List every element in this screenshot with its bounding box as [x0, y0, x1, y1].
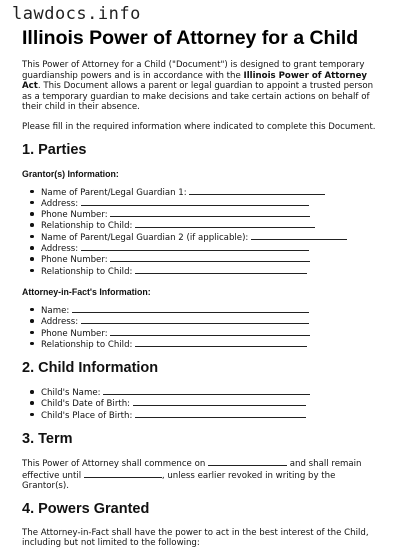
site-watermark: lawdocs.info	[12, 4, 141, 24]
field-label: Child's Name:	[41, 388, 101, 399]
list-item	[30, 398, 384, 409]
list-item	[30, 339, 384, 350]
field-label: Relationship to Child:	[41, 266, 133, 277]
section-term-heading: 3. Term	[22, 431, 73, 448]
document-title: Illinois Power of Attorney for a Child	[22, 27, 359, 49]
fill-blank[interactable]	[189, 187, 325, 195]
section-child-heading: 2. Child Information	[22, 360, 159, 377]
term-text-3: , unless earlier revoked in writing by the Grantor(s).	[22, 470, 336, 492]
intro-act-name: Illinois Power of Attorney Act	[22, 70, 368, 92]
fill-blank[interactable]	[208, 458, 287, 466]
field-label: Name of Parent/Legal Guardian 1:	[41, 187, 187, 198]
attorney-heading: Attorney-in-Fact's Information:	[22, 286, 151, 297]
instructions-paragraph: Please fill in the required information where indicated to complete this Document.	[22, 121, 376, 132]
section-powers-heading: 4. Powers Granted	[22, 500, 150, 517]
field-label: Address:	[41, 198, 79, 209]
fill-blank[interactable]	[110, 254, 310, 262]
list-item	[30, 316, 384, 327]
list-item	[30, 187, 384, 198]
fill-blank[interactable]	[135, 339, 307, 347]
fill-blank[interactable]	[135, 220, 315, 228]
fill-blank[interactable]	[110, 209, 310, 217]
field-label: Relationship to Child:	[41, 339, 133, 350]
fill-blank[interactable]	[133, 398, 306, 406]
list-item	[30, 254, 384, 265]
fill-blank[interactable]	[103, 387, 310, 395]
field-label: Relationship to Child:	[41, 221, 133, 232]
section-parties-heading: 1. Parties	[22, 141, 87, 158]
field-label: Phone Number:	[41, 328, 108, 339]
field-label: Address:	[41, 244, 79, 255]
field-label: Name:	[41, 305, 70, 316]
fill-blank[interactable]	[135, 266, 307, 274]
fill-blank[interactable]	[135, 410, 306, 418]
list-item	[30, 305, 384, 316]
attorney-list	[30, 305, 384, 350]
fill-blank[interactable]	[72, 305, 309, 313]
field-label: Name of Parent/Legal Guardian 2 (if applicable):	[41, 232, 249, 243]
term-paragraph	[22, 458, 384, 492]
list-item	[30, 220, 384, 231]
intro-text-1: This Power of Attorney for a Child ("Document") is designed to grant temporary guardianship powers and is in accordance with the	[22, 60, 365, 81]
fill-blank[interactable]	[81, 198, 309, 206]
document-body	[22, 60, 384, 558]
intro-paragraph	[22, 60, 384, 113]
term-text-1: This Power of Attorney shall commence on	[22, 459, 209, 470]
list-item	[30, 328, 384, 339]
list-item	[30, 209, 384, 220]
list-item	[30, 243, 384, 254]
fill-blank[interactable]	[84, 470, 162, 478]
grantor-list	[30, 187, 384, 277]
list-item	[30, 232, 384, 243]
grantor-heading: Grantor(s) Information:	[22, 168, 119, 179]
field-label: Child's Date of Birth:	[41, 399, 131, 410]
intro-text-2: . This Document allows a parent or legal guardian to appoint a trusted person as a temporary guardian to make decisions and take certain actions on behalf of their child in their absence.	[22, 81, 374, 113]
term-text-2: and shall remain effective until	[22, 459, 362, 481]
child-list	[30, 387, 384, 421]
field-label: Phone Number:	[41, 210, 108, 221]
fill-blank[interactable]	[81, 316, 309, 324]
field-label: Child's Place of Birth:	[41, 410, 133, 421]
list-item	[30, 387, 384, 398]
field-label: Address:	[41, 317, 79, 328]
list-item	[30, 266, 384, 277]
fill-blank[interactable]	[251, 232, 347, 240]
field-label: Phone Number:	[41, 255, 108, 266]
list-item	[30, 410, 384, 421]
fill-blank[interactable]	[110, 328, 310, 336]
list-item	[30, 198, 384, 209]
powers-paragraph: The Attorney-in-Fact shall have the power to act in the best interest of the Child, including but not limited to the following:	[22, 527, 369, 549]
fill-blank[interactable]	[81, 243, 309, 251]
